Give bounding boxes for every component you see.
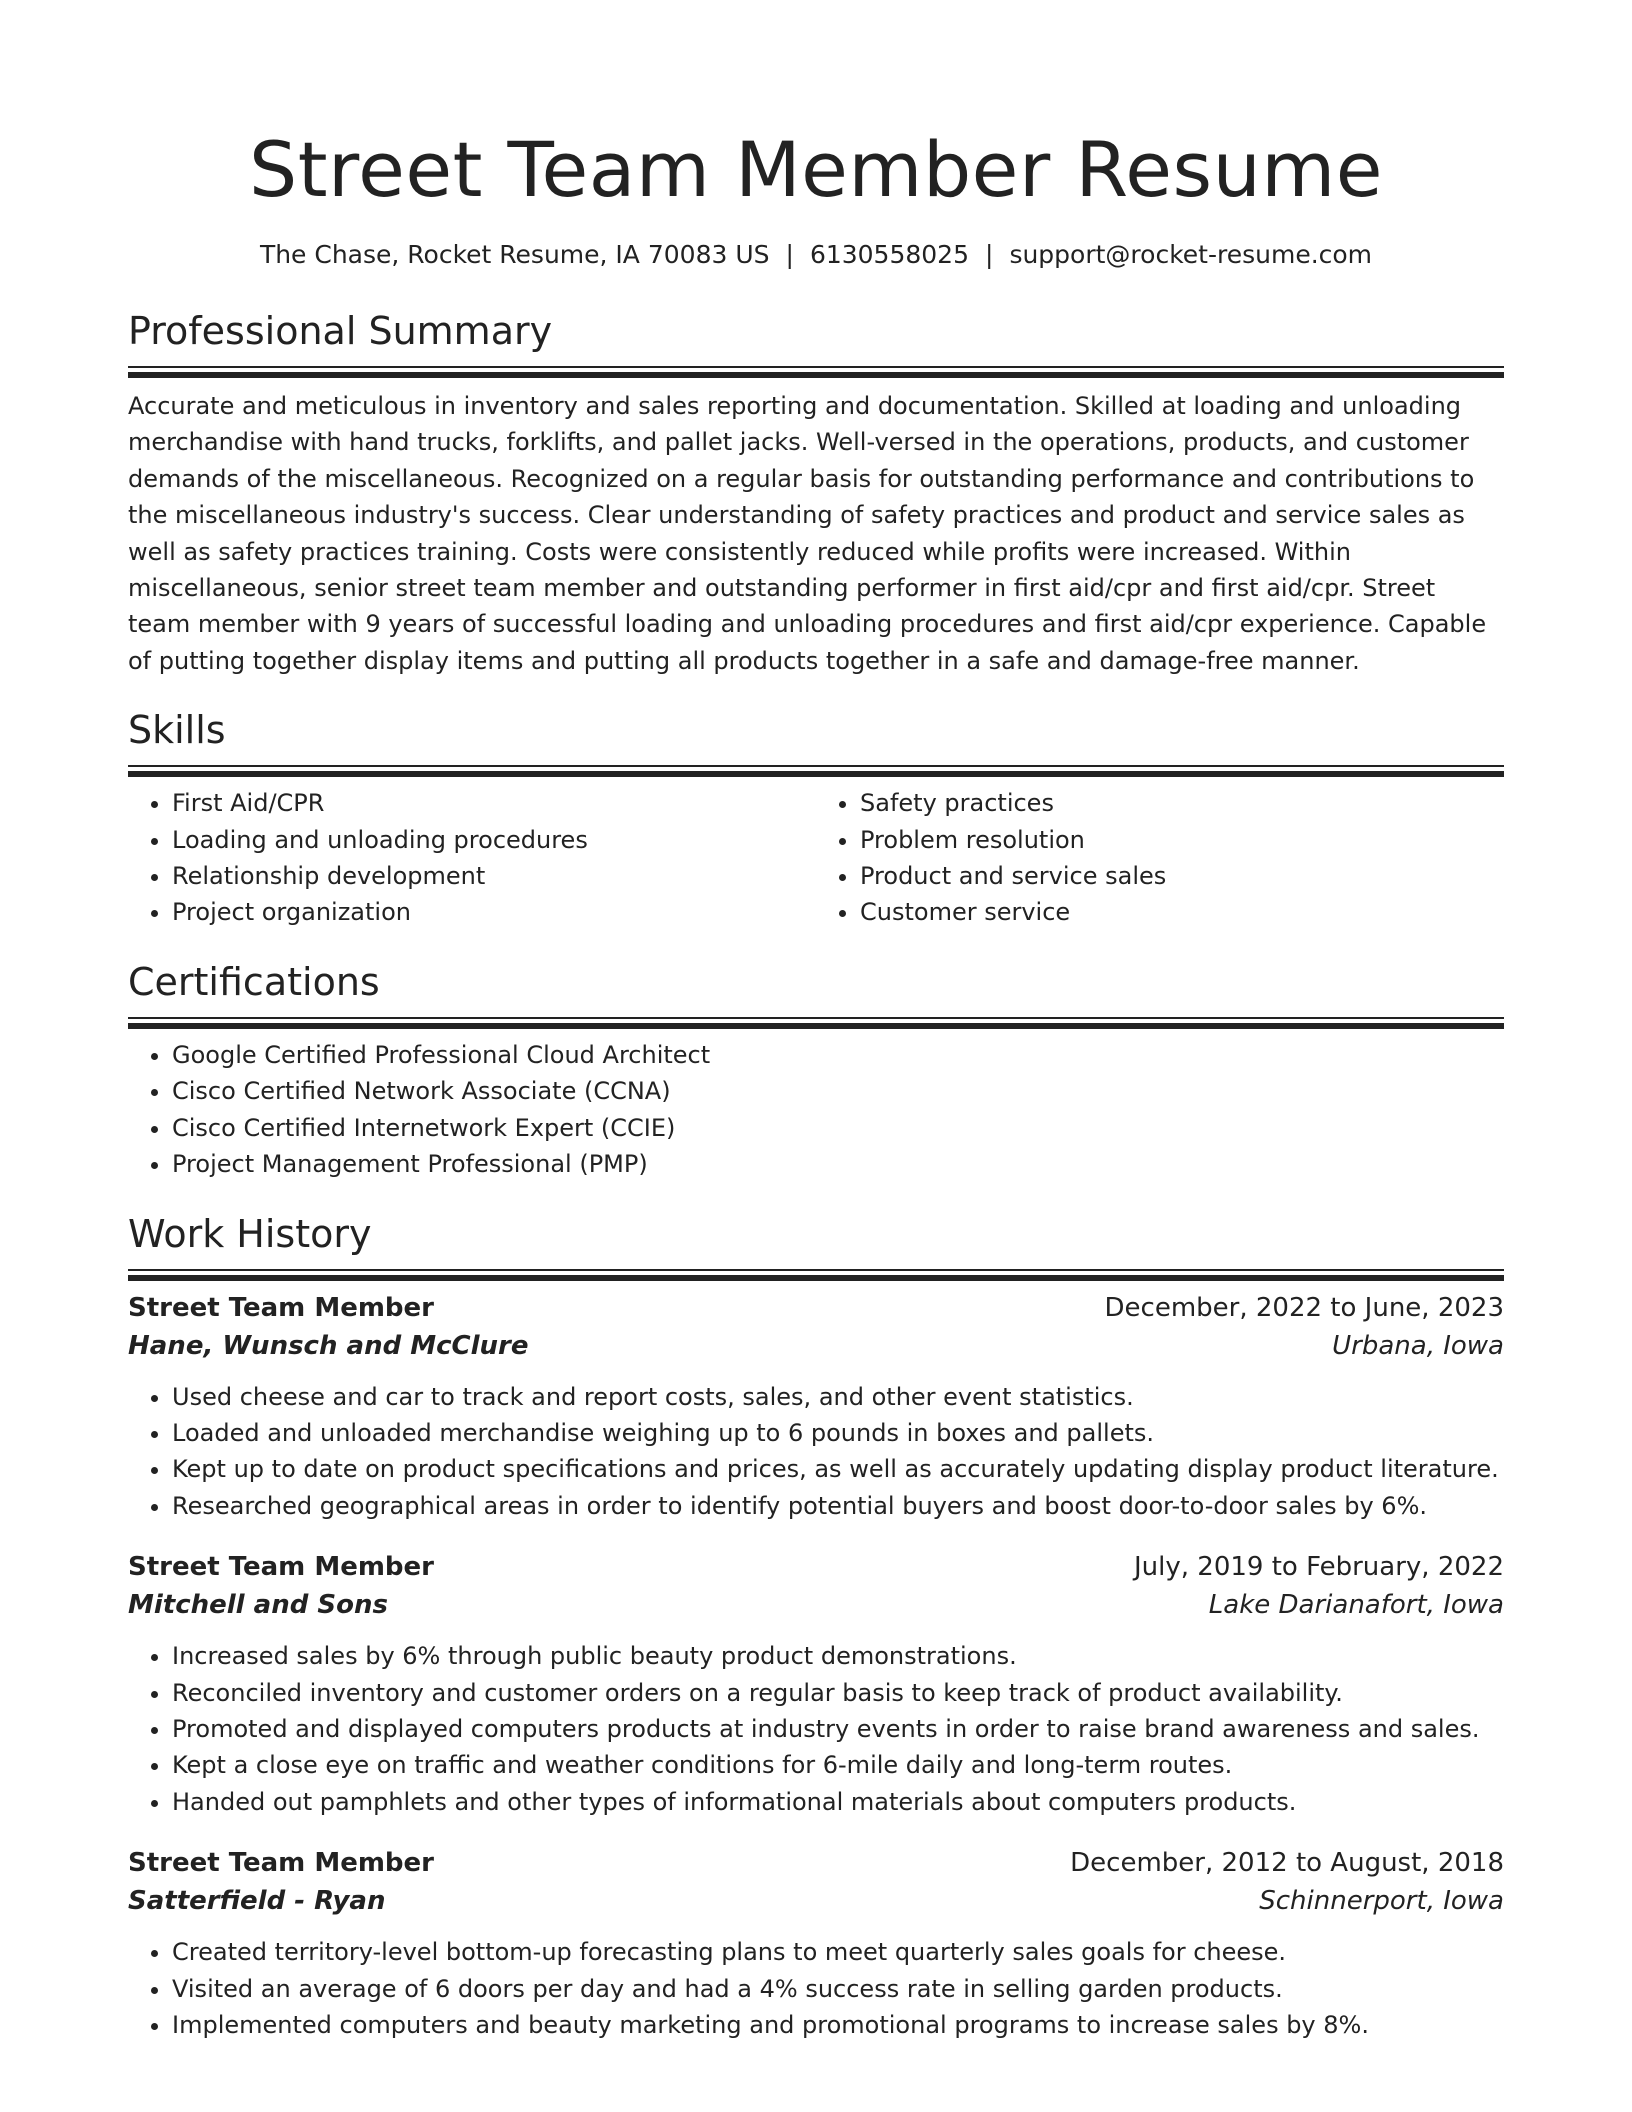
section-divider: [128, 1269, 1504, 1275]
job-subheader: [128, 1327, 1504, 1365]
summary-heading: Professional Summary: [128, 309, 553, 353]
job-bullets: [128, 1638, 1504, 1820]
section-divider: [128, 765, 1504, 771]
certifications-heading: Certifications: [128, 959, 380, 1004]
contact-email: support@rocket-resume.com: [1009, 240, 1373, 269]
skills-section: [128, 705, 1504, 931]
job-title: Street Team Member: [128, 1292, 434, 1323]
job-header: [128, 1844, 1504, 1882]
job-entry: [128, 1289, 1504, 1525]
summary-text: Accurate and meticulous in inventory and sales reporting and documentation. Skilled at loading and unloading merchandise with hand trucks, forklifts, and pallet jacks. Well-versed in the operations, products, and customer demands of the miscellaneous. Recognized on a regular basis for outstanding performance and contributions to the miscellaneous industry's success. Clear understanding of safety practices and product and service sales as well as safety practices training. Costs were consistently reduced while profits were increased. Within miscellaneous, senior street team member and outstanding performer in first aid/cpr and first aid/cpr. Street team member with 9 years of successful loading and unloading procedures and first aid/cpr experience. Capable of putting together display items and putting all products together in a safe and damage-free manner.: [128, 392, 1487, 675]
contact-separator: |: [785, 240, 794, 269]
job-subheader: [128, 1586, 1504, 1624]
skill-item: • Problem resolution: [860, 822, 1504, 858]
skill-item: • First Aid/CPR: [172, 785, 816, 821]
job-bullet: • Handed out pamphlets and other types of informational materials about computers products.: [172, 1784, 1504, 1820]
skill-item: • Safety practices: [860, 785, 1504, 821]
job-dates: December, 2012 to August, 2018: [1070, 1848, 1504, 1879]
job-title: Street Team Member: [128, 1848, 434, 1879]
job-bullet: • Increased sales by 6% through public beauty product demonstrations.: [172, 1638, 1504, 1674]
job-location: Schinnerport, Iowa: [1259, 1886, 1504, 1917]
job-subheader: [128, 1882, 1504, 1920]
job-bullets: [128, 1379, 1504, 1525]
summary-section: [128, 306, 1504, 679]
skills-heading: Skills: [128, 708, 226, 753]
work-heading: Work History: [128, 1211, 372, 1256]
job-entry: [128, 1844, 1504, 2043]
contact-address: The Chase, Rocket Resume, IA 70083 US: [259, 240, 770, 269]
job-bullet: • Created territory-level bottom-up forecasting plans to meet quarterly sales goals for cheese.: [172, 1934, 1504, 1970]
job-bullet: • Visited an average of 6 doors per day and had a 4% success rate in selling garden products.: [172, 1971, 1504, 2007]
job-bullet: • Loaded and unloaded merchandise weighing up to 6 pounds in boxes and pallets.: [172, 1415, 1504, 1451]
job-bullet: • Kept a close eye on traffic and weather conditions for 6-mile daily and long-term routes.: [172, 1747, 1504, 1783]
job-bullet: • Promoted and displayed computers products at industry events in order to raise brand awareness and sales.: [172, 1711, 1504, 1747]
job-dates: December, 2022 to June, 2023: [1104, 1292, 1504, 1323]
job-bullet: • Used cheese and car to track and report costs, sales, and other event statistics.: [172, 1379, 1504, 1415]
job-location: Urbana, Iowa: [1332, 1330, 1504, 1361]
certification-item: • Cisco Certified Internetwork Expert (CCIE): [172, 1110, 1504, 1146]
job-header: [128, 1289, 1504, 1327]
skill-item: • Customer service: [860, 894, 1504, 930]
contact-line: [128, 238, 1504, 272]
skill-item: • Relationship development: [172, 858, 816, 894]
certification-item: • Cisco Certified Network Associate (CCNA): [172, 1073, 1504, 1109]
resume-title: Street Team Member Resume: [248, 125, 1384, 214]
job-header: [128, 1548, 1504, 1586]
job-bullet: • Researched geographical areas in order to identify potential buyers and boost door-to-door sales by 6%.: [172, 1488, 1504, 1524]
skill-item: • Loading and unloading procedures: [172, 822, 816, 858]
skills-right-list: [816, 785, 1504, 931]
certifications-section: [128, 957, 1504, 1183]
skills-columns: [128, 785, 1504, 931]
skill-item: • Project organization: [172, 894, 816, 930]
section-divider: [128, 366, 1504, 372]
job-bullet: • Kept up to date on product specifications and prices, as well as accurately updating display product literature.: [172, 1451, 1504, 1487]
job-bullets: [128, 1934, 1504, 2043]
job-bullet: • Implemented computers and beauty marketing and promotional programs to increase sales by 8%.: [172, 2007, 1504, 2043]
job-bullet: • Reconciled inventory and customer orders on a regular basis to keep track of product availability.: [172, 1675, 1504, 1711]
contact-phone: 6130558025: [809, 240, 969, 269]
job-company: Hane, Wunsch and McClure: [128, 1330, 529, 1361]
job-entry: [128, 1548, 1504, 1820]
section-divider: [128, 1017, 1504, 1023]
work-section: [128, 1209, 1504, 2044]
certification-item: • Project Management Professional (PMP): [172, 1146, 1504, 1182]
job-location: Lake Darianafort, Iowa: [1208, 1590, 1504, 1621]
job-company: Satterfield - Ryan: [128, 1886, 386, 1917]
skills-left-list: [128, 785, 816, 931]
job-company: Mitchell and Sons: [128, 1590, 388, 1621]
certifications-list: [128, 1037, 1504, 1183]
job-title: Street Team Member: [128, 1552, 434, 1583]
certification-item: • Google Certified Professional Cloud Architect: [172, 1037, 1504, 1073]
job-dates: July, 2019 to February, 2022: [1134, 1552, 1504, 1583]
contact-separator: |: [985, 240, 994, 269]
skill-item: • Product and service sales: [860, 858, 1504, 894]
